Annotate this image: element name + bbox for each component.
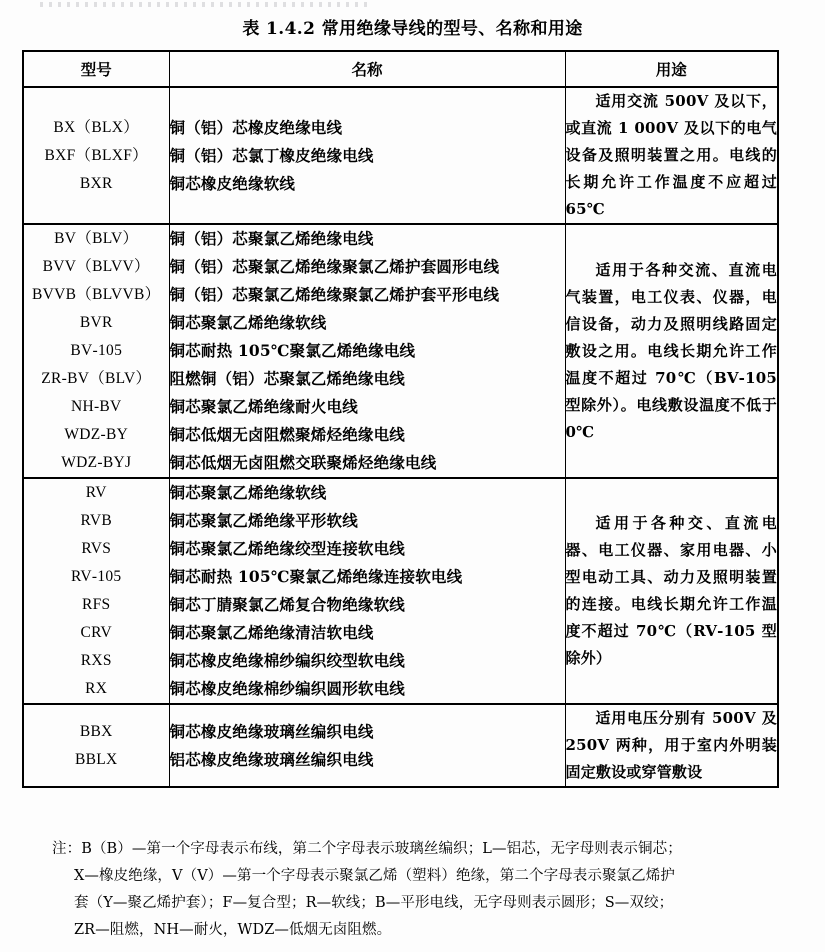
name-line: 铜芯聚氯乙烯绝缘软线: [169, 483, 327, 502]
table-header-row: [23, 51, 778, 87]
name-line: 铜芯低烟无卤阻燃交联聚烯烃绝缘电线: [169, 453, 437, 472]
column-header-name: 名称: [169, 51, 565, 87]
model-line: ZR‐BV（BLV）: [41, 370, 152, 387]
column-header-usage: 用途: [565, 51, 778, 87]
table-head: [23, 51, 778, 87]
name-line: 铜芯橡皮绝缘玻璃丝编织电线: [169, 721, 374, 741]
model-line: RFS: [82, 596, 111, 613]
model-line: NH‐BV: [70, 398, 122, 415]
table-row: [23, 478, 778, 704]
model-line: RX: [85, 680, 108, 697]
cell-name-group-1: [169, 87, 565, 224]
usage-text: 适用电压分别有 500V 及 250V 两种，用于室内外明装固定敷设或穿管敷设: [565, 709, 777, 781]
name-line: 铜芯聚氯乙烯绝缘软线: [169, 313, 327, 332]
cell-usage-group-3: [565, 478, 778, 704]
model-line: RVB: [80, 512, 113, 529]
name-line: 铜芯橡皮绝缘软线: [169, 173, 296, 193]
note-line: X—橡皮绝缘，V（V）—第一个字母表示聚氯乙烯（塑料）绝缘，第二个字母表示聚氯乙烯护: [74, 868, 675, 884]
note-line: ZR—阻燃，NH—耐火，WDZ—低烟无卤阻燃。: [74, 922, 392, 938]
table-row: [23, 704, 778, 787]
name-line: 铜（铝）芯聚氯乙烯绝缘电线: [169, 229, 374, 248]
model-line: BXF（BLXF）: [44, 146, 148, 164]
cell-usage-group-4: [565, 704, 778, 787]
name-line: 铜芯耐热 105℃聚氯乙烯绝缘电线: [169, 341, 416, 360]
model-line: WDZ‐BY: [64, 426, 129, 443]
model-line: RXS: [80, 652, 112, 669]
name-line: 铜芯聚氯乙烯绝缘平形软线: [169, 511, 358, 530]
model-line: BVVB（BLVVB）: [32, 286, 161, 303]
name-line: 铜芯聚氯乙烯绝缘绞型连接软电线: [169, 539, 406, 558]
name-line: 铜芯低烟无卤阻燃聚烯烃绝缘电线: [169, 425, 406, 444]
usage-text: 适用于各种交流、直流电气装置，电工仪表、仪器，电信设备，动力及照明线路固定敷设之用。电线长期允许工作温度不超过 70℃（BV‐105 型除外）。电线敷设温度不低于 0℃: [565, 260, 777, 441]
model-line: RVS: [81, 540, 112, 557]
name-line: 铜芯丁腈聚氯乙烯复合物绝缘软线: [169, 595, 406, 614]
name-line: 铜（铝）芯橡皮绝缘电线: [169, 117, 343, 137]
cell-model-group-3: [23, 478, 169, 704]
name-line: 铜芯耐热 105℃聚氯乙烯绝缘连接软电线: [169, 567, 463, 586]
cell-name-group-4: [169, 704, 565, 787]
table-container: [22, 50, 779, 788]
name-line: 阻燃铜（铝）芯聚氯乙烯绝缘电线: [169, 369, 406, 388]
cell-name-group-2: [169, 224, 565, 478]
model-line: RV‐105: [70, 568, 122, 585]
cell-model-group-2: [23, 224, 169, 478]
model-line: BVV（BLVV）: [42, 258, 150, 275]
model-line: RV: [85, 484, 107, 501]
model-line: BV（BLV）: [54, 230, 139, 247]
table-body: [23, 87, 778, 787]
name-line: 铜芯聚氯乙烯绝缘耐火电线: [169, 397, 358, 416]
model-line: BX（BLX）: [53, 118, 140, 136]
column-header-model: 型号: [23, 51, 169, 87]
model-line: BV‐105: [70, 342, 123, 359]
table-row: [23, 87, 778, 224]
model-line: BBX: [79, 722, 113, 740]
usage-text: 适用交流 500V 及以下，或直流 1 000V 及以下的电气设备及照明装置之用。电线的长期允许工作温度不应超过 65℃: [565, 92, 777, 218]
name-line: 铜芯橡皮绝缘棉纱编织圆形软电线: [169, 679, 406, 698]
cell-usage-group-2: [565, 224, 778, 478]
model-line: CRV: [80, 624, 113, 641]
name-line: 铜（铝）芯聚氯乙烯绝缘聚氯乙烯护套圆形电线: [169, 257, 500, 276]
table-title: 表 1.4.2 常用绝缘导线的型号、名称和用途: [242, 19, 583, 39]
model-line: BBLX: [74, 750, 118, 768]
name-line: 铜（铝）芯氯丁橡皮绝缘电线: [169, 145, 374, 165]
model-line: BXR: [79, 174, 113, 192]
cell-model-group-1: [23, 87, 169, 224]
cell-model-group-4: [23, 704, 169, 787]
cell-name-group-3: [169, 478, 565, 704]
insulated-wire-table: [22, 50, 779, 788]
note-line: 套（Y—聚乙烯护套）；F—复合型；R—软线；B—平形电线，无字母则表示圆形；S—双绞；: [74, 895, 674, 911]
cell-usage-group-1: [565, 87, 778, 224]
name-line: 铜（铝）芯聚氯乙烯绝缘聚氯乙烯护套平形电线: [169, 285, 500, 304]
model-line: WDZ‐BYJ: [61, 454, 132, 471]
scan-artifact: [40, 2, 370, 7]
name-line: 铜芯聚氯乙烯绝缘清洁软电线: [169, 623, 374, 642]
usage-text: 适用于各种交、直流电器、电工仪器、家用电器、小型电动工具、动力及照明装置的连接。电线长期允许工作温度不超过 70℃（RV‐105 型除外）: [565, 514, 777, 667]
table-notes: [22, 836, 802, 944]
note-line: 注：B（B）—第一个字母表示布线，第二个字母表示玻璃丝编织；L—铝芯，无字母则表示铜芯；: [52, 841, 682, 857]
name-line: 铝芯橡皮绝缘玻璃丝编织电线: [169, 749, 374, 769]
model-line: BVR: [79, 314, 113, 331]
name-line: 铜芯橡皮绝缘棉纱编织绞型软电线: [169, 651, 406, 670]
table-row: [23, 224, 778, 478]
